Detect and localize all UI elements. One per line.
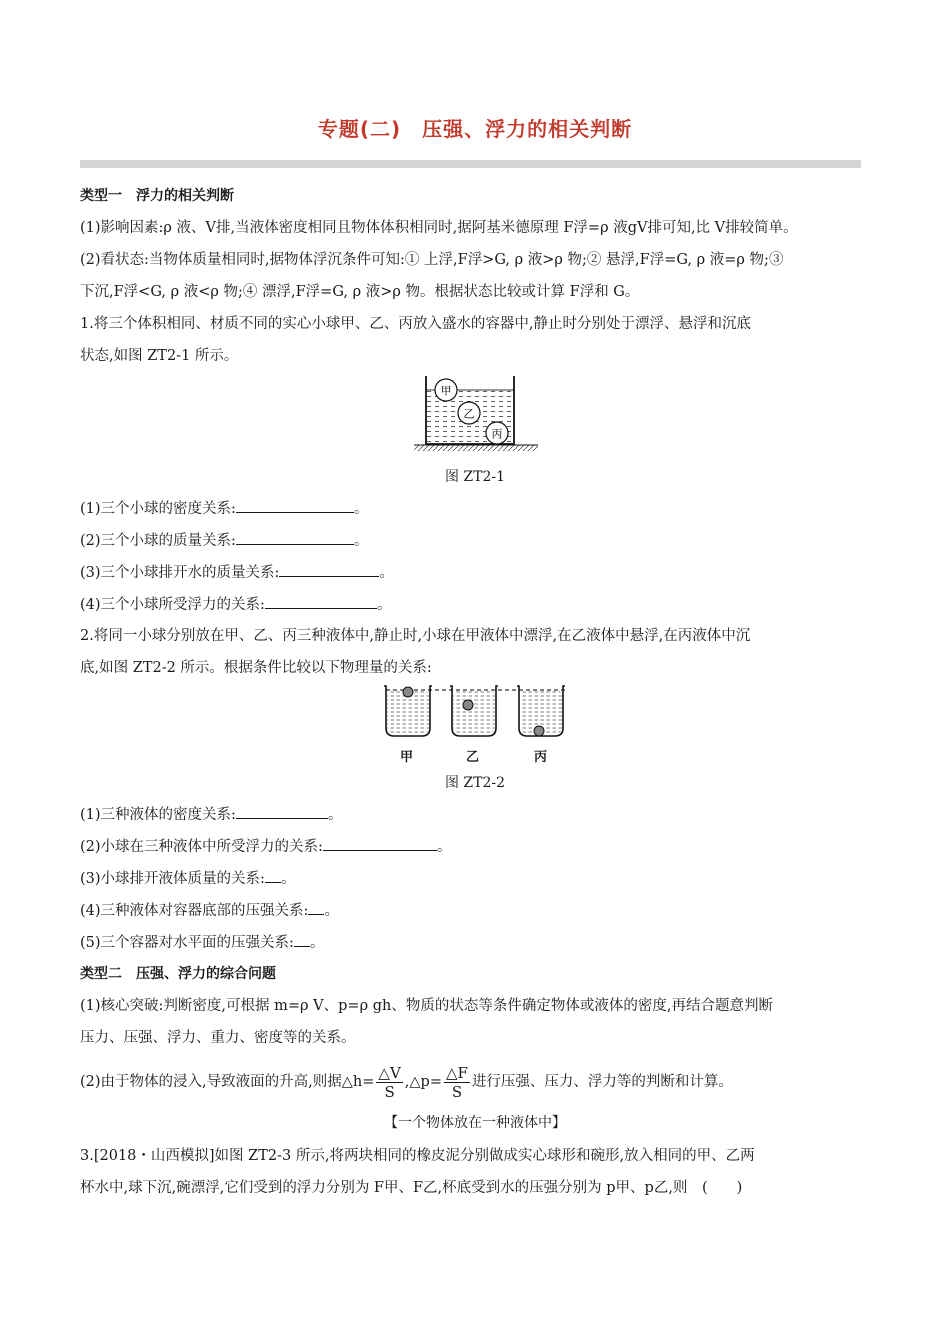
q1-text-a: 1.将三个体积相同、材质不同的实心小球甲、乙、丙放入盛水的容器中,静止时分别处于漂浮、悬浮和沉底 [80,316,751,332]
title-divider [80,160,861,168]
answer-blank[interactable] [308,900,324,915]
section1-paragraph-2a: (2)看状态:当物体质量相同时,据物体浮沉条件可知:① 上浮,F浮>G, ρ 液>ρ 物;② 悬浮,F浮=G, ρ 液=ρ 物;③ [80,252,784,268]
q2-item-1: (1)三种液体的密度关系: 。 [80,804,880,825]
section1-paragraph-2b: 下沉,F浮<G, ρ 液<ρ 物;④ 漂浮,F浮=G, ρ 液>ρ 物。根据状态比较或计算 F浮和 G。 [80,284,640,300]
figure-zt2-2 [378,682,574,744]
answer-blank[interactable] [236,804,328,819]
q2-text-b: 底,如图 ZT2-2 所示。根据条件比较以下物理量的关系: [80,660,432,676]
container-label-yi: 乙 [466,750,480,765]
ball-label-yi: 乙 [463,407,475,421]
answer-blank[interactable] [236,498,354,513]
ball-label-jia: 甲 [440,384,452,398]
q1-item-4: (4)三个小球所受浮力的关系: 。 [80,594,880,615]
q2-item-5: (5)三个容器对水平面的压强关系: 。 [80,932,880,953]
container-label-bing: 丙 [534,750,548,765]
answer-blank[interactable] [265,868,281,883]
section2-paragraph-2: (2)由于物体的浸入,导致液面的升高,则据△h= $\frac{\triangle V}{S}$ ,△p= $\frac{\triangle F}{S}$ 进行压强、压力、浮力等的判断和计算。 [80,1063,733,1101]
q1-item-3: (3)三个小球排开水的质量关系: 。 [80,562,880,583]
q2-text-a: 2.将同一小球分别放在甲、乙、丙三种液体中,静止时,小球在甲液体中漂浮,在乙液体中悬浮,在丙液体中沉 [80,628,751,644]
q1-text-b: 状态,如图 ZT2-1 所示。 [80,348,239,364]
q3-text-a: 3.[2018・山西模拟]如图 ZT2-3 所示,将两块相同的橡皮泥分别做成实心球形和碗形,放入相同的甲、乙两 [80,1148,755,1164]
figure-caption-zt2-2: 图 ZT2-2 [444,775,506,791]
section2-heading: 类型二 压强、浮力的综合问题 [80,966,276,982]
fraction-delta-p: $\frac{\triangle F}{S}$ [445,1063,468,1101]
ball-label-bing: 丙 [491,427,503,441]
fraction-delta-h: $\frac{\triangle V}{S}$ [378,1063,401,1101]
answer-blank[interactable] [236,530,354,545]
q2-item-4: (4)三种液体对容器底部的压强关系: 。 [80,900,880,921]
section2-subheading: 【一个物体放在一种液体中】 [384,1115,566,1131]
answer-blank[interactable] [279,562,379,577]
figure-zt2-1 [410,374,540,454]
section1-paragraph-1: (1)影响因素:ρ 液、V排,当液体密度相同且物体体积相同时,据阿基米德原理 F浮=ρ 液gV排可知,比 V排较简单。 [80,220,798,236]
section1-heading: 类型一 浮力的相关判断 [80,188,234,204]
q1-item-2: (2)三个小球的质量关系: 。 [80,530,880,551]
page-title: 专题(二) 压强、浮力的相关判断 [317,117,633,141]
section2-paragraph-1a: (1)核心突破:判断密度,可根据 m=ρ V、p=ρ gh、物质的状态等条件确定物体或液体的密度,再结合题意判断 [80,998,773,1014]
answer-blank[interactable] [323,836,437,851]
figure-caption-zt2-1: 图 ZT2-1 [444,469,506,485]
q1-item-1: (1)三个小球的密度关系: 。 [80,498,880,519]
q2-item-2: (2)小球在三种液体中所受浮力的关系: 。 [80,836,880,857]
q3-text-b: 杯水中,球下沉,碗漂浮,它们受到的浮力分别为 F甲、F乙,杯底受到水的压强分别为 p甲、p乙,则 ( ) [80,1180,743,1196]
section2-paragraph-1b: 压力、压强、浮力、重力、密度等的关系。 [80,1030,356,1046]
container-label-jia: 甲 [400,750,414,765]
answer-blank[interactable] [265,594,377,609]
q2-item-3: (3)小球排开液体质量的关系: 。 [80,868,880,889]
answer-blank[interactable] [294,932,310,947]
